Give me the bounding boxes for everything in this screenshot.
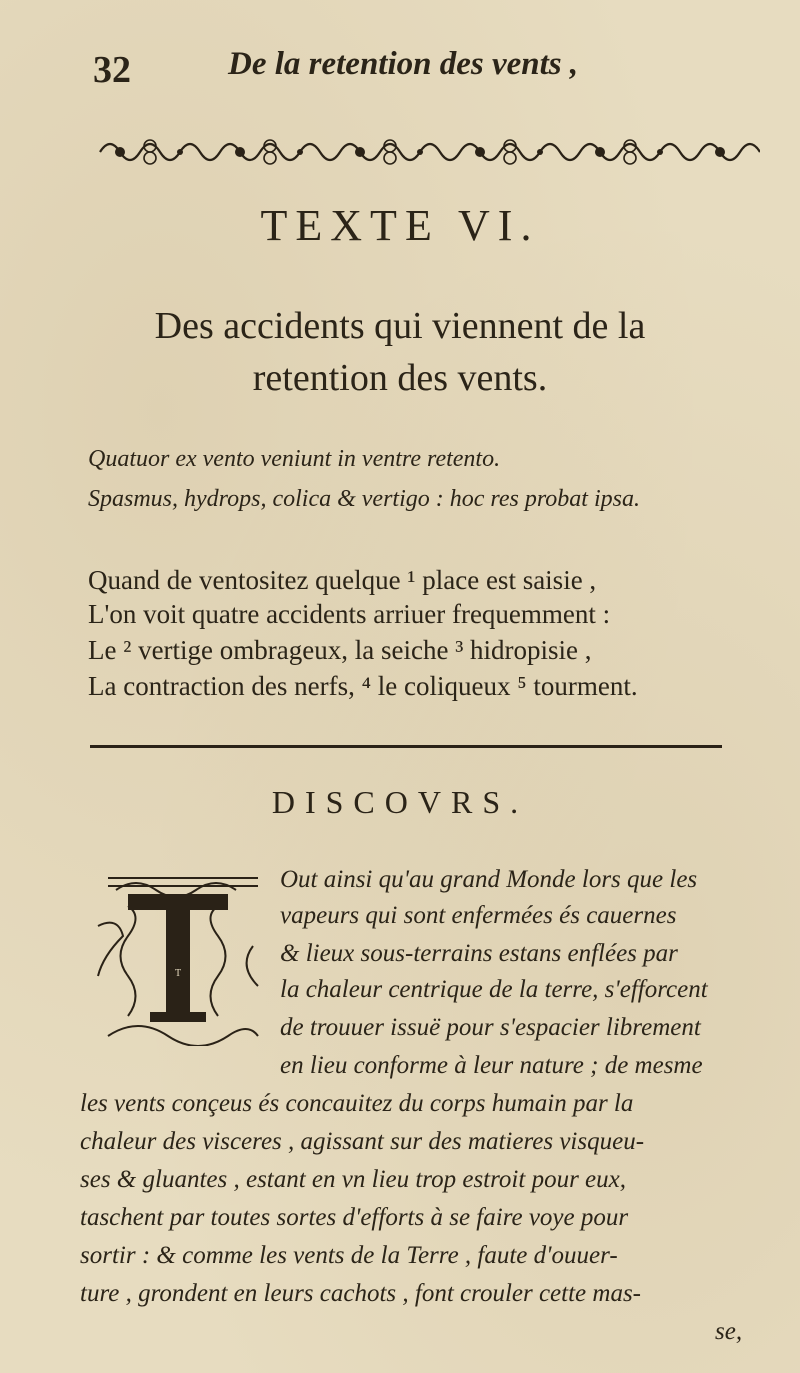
discours-line-12: ture , grondent en leurs cachots , font crouler cette mas- — [80, 1280, 641, 1307]
dropcap-svg — [88, 866, 268, 1046]
discours-line-7: les vents conçeus és concauitez du corps humain par la — [80, 1090, 634, 1117]
discours-line-3: & lieux sous-terrains estans enflées par — [280, 940, 678, 967]
french-verse-line-3: Le ² vertige ombrageux, la seiche ³ hidropisie , — [88, 635, 592, 665]
page-title: TEXTE VI. — [260, 201, 540, 250]
discours-line-8: chaleur des visceres , agissant sur des matieres visqueu- — [80, 1128, 645, 1155]
discours-line-1: Out ainsi qu'au grand Monde lors que les — [280, 866, 698, 893]
ornament-svg — [92, 132, 760, 172]
divider-rule — [90, 745, 722, 748]
discours-line-6: en lieu conforme à leur nature ; de mesme — [280, 1052, 703, 1079]
subtitle-line-2: retention des vents. — [252, 357, 548, 399]
french-verse-line-4: La contraction des nerfs, ⁴ le coliqueux ⁵ tourment. — [88, 671, 638, 701]
running-head: De la retention des vents , — [228, 46, 579, 82]
discours-line-9: ses & gluantes , estant en vn lieu trop estroit pour eux, — [80, 1166, 626, 1193]
french-verse-line-1: Quand de ventositez quelque ¹ place est saisie , — [88, 565, 597, 595]
discours-line-11: sortir : & comme les vents de la Terre , faute d'ouuer- — [80, 1242, 618, 1269]
decorated-initial-T-icon — [88, 866, 268, 1046]
discours-line-5: de trouuer issuë pour s'espacier librement — [280, 1014, 701, 1041]
subtitle-line-1: Des accidents qui viennent de la — [154, 305, 646, 347]
page-number: 32 — [93, 49, 131, 91]
fleuron-band-icon — [92, 132, 760, 172]
french-verse-line-2: L'on voit quatre accidents arriuer frequemment : — [88, 599, 611, 629]
discours-line-4: la chaleur centrique de la terre, s'efforcent — [280, 976, 708, 1003]
discours-line-10: taschent par toutes sortes d'efforts à se faire voye pour — [80, 1204, 629, 1231]
discours-line-2: vapeurs qui sont enfermées és cauernes — [280, 902, 677, 929]
latin-verse-line-1: Quatuor ex vento veniunt in ventre retento. — [88, 446, 501, 472]
dropcap-letter: T — [174, 968, 182, 979]
latin-verse-line-2: Spasmus, hydrops, colica & vertigo : hoc res probat ipsa. — [88, 486, 640, 512]
catchword: se, — [715, 1318, 743, 1345]
section-title: DISCOVRS. — [271, 784, 529, 820]
